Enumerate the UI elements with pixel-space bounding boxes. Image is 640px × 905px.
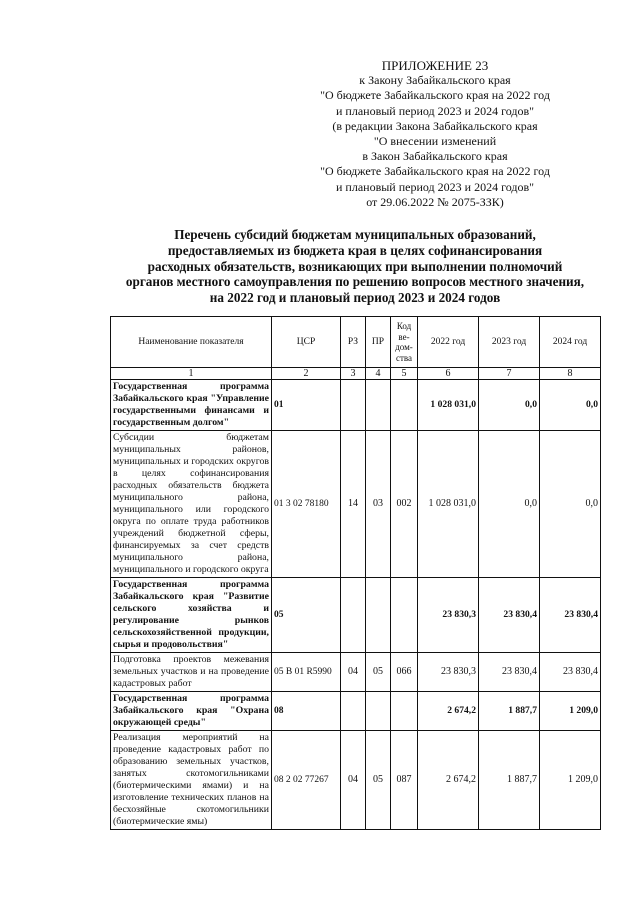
row-2024: 0,0: [540, 380, 601, 431]
row-pr: 03: [366, 431, 391, 578]
appendix-line: и плановый период 2023 и 2024 годов": [335, 179, 535, 194]
row-2022: 2 674,2: [418, 731, 479, 830]
row-dept-code: 002: [391, 431, 418, 578]
appendix-line: в Закон Забайкальского края: [362, 149, 508, 164]
row-csr: 08: [272, 692, 341, 731]
appendix-line: "О бюджете Забайкальского края на 2022 год: [320, 164, 550, 179]
row-2023: 1 887,7: [479, 731, 540, 830]
row-2022: 23 830,3: [418, 578, 479, 653]
appendix-line: "О внесении изменений: [373, 134, 497, 149]
appendix-number: ПРИЛОЖЕНИЕ 23: [381, 58, 489, 73]
row-pr: [366, 692, 391, 731]
row-rz: 04: [341, 731, 366, 830]
table-row-program: [111, 578, 601, 653]
table-row: [111, 731, 601, 830]
table-row-program: [111, 380, 601, 431]
row-csr: 01 3 02 78180: [272, 431, 341, 578]
row-pr: 05: [366, 653, 391, 692]
row-csr: 05 В 01 R5990: [272, 653, 341, 692]
subsidies-table: [110, 316, 601, 830]
title-line: предоставляемых из бюджета края в целях софинансирования: [167, 242, 543, 258]
title-line: расходных обязательств, возникающих при выполнении полномочий: [147, 258, 563, 274]
appendix-line: "О бюджете Забайкальского края на 2022 год: [320, 88, 550, 103]
table-header-row: [111, 317, 601, 368]
title-line: на 2022 год и плановый период 2023 и 2024 годов: [209, 290, 501, 306]
header-dept-code: Код ве- дом- ства: [391, 317, 418, 368]
column-number: 1: [111, 368, 272, 380]
header-pr: ПР: [366, 317, 391, 368]
table-row: [111, 431, 601, 578]
row-2023: 1 887,7: [479, 692, 540, 731]
row-2024: 1 209,0: [540, 731, 601, 830]
row-name: Государственная программа Забайкальского края "Охрана окружающей среды": [111, 692, 272, 731]
row-2023: 23 830,4: [479, 653, 540, 692]
row-dept-code: [391, 692, 418, 731]
table-row-program: [111, 692, 601, 731]
row-dept-code: [391, 380, 418, 431]
row-2022: 2 674,2: [418, 692, 479, 731]
row-pr: 05: [366, 731, 391, 830]
row-2022: 23 830,3: [418, 653, 479, 692]
row-2023: 23 830,4: [479, 578, 540, 653]
row-dept-code: 066: [391, 653, 418, 692]
appendix-line: от 29.06.2022 № 2075-ЗЗК): [366, 194, 504, 209]
header-rz: РЗ: [341, 317, 366, 368]
appendix-line: к Закону Забайкальского края: [359, 73, 511, 88]
row-2024: 0,0: [540, 431, 601, 578]
header-2022: 2022 год: [418, 317, 479, 368]
document-title: [100, 227, 610, 306]
column-number: 7: [479, 368, 540, 380]
row-2024: 23 830,4: [540, 578, 601, 653]
row-name: Реализация мероприятий на проведение кадастровых работ по образованию земельных участков, занятых скотомогильниками (биотермическими ямами) и на изготовление технических планов на бесхозяйные скотомогильники (биотермические ямы): [111, 731, 272, 830]
column-number: 2: [272, 368, 341, 380]
appendix-header: [290, 58, 580, 210]
row-pr: [366, 578, 391, 653]
table-row: [111, 653, 601, 692]
row-2024: 23 830,4: [540, 653, 601, 692]
row-2022: 1 028 031,0: [418, 431, 479, 578]
row-name: Государственная программа Забайкальского края "Управление государственными финансами и государственным долгом": [111, 380, 272, 431]
appendix-line: и плановый период 2023 и 2024 годов": [335, 103, 535, 118]
header-2024: 2024 год: [540, 317, 601, 368]
header-csr: ЦСР: [272, 317, 341, 368]
row-pr: [366, 380, 391, 431]
row-dept-code: [391, 578, 418, 653]
row-name: Подготовка проектов межевания земельных участков и на проведение кадастровых работ: [111, 653, 272, 692]
row-rz: 04: [341, 653, 366, 692]
row-2023: 0,0: [479, 431, 540, 578]
row-rz: [341, 578, 366, 653]
row-csr: 05: [272, 578, 341, 653]
row-2022: 1 028 031,0: [418, 380, 479, 431]
column-number: 5: [391, 368, 418, 380]
row-rz: [341, 380, 366, 431]
appendix-line: (в редакции Закона Забайкальского края: [332, 118, 538, 133]
column-number: 6: [418, 368, 479, 380]
row-name: Субсидии бюджетам муниципальных районов, муниципальных и городских округов в целях софинансирования расходных обязательств бюджета муниципального района, муниципального или городского округа по оплате труда работников учреждений бюджетной сферы, финансируемых за счет средств муниципального района, муниципального и городского округа: [111, 431, 272, 578]
column-number-row: [111, 368, 601, 380]
title-line: органов местного самоуправления по решению вопросов местного значения,: [125, 274, 585, 290]
row-name: Государственная программа Забайкальского края "Развитие сельского хозяйства и регулирование рынков сельскохозяйственной продукции, сырья и продовольствия": [111, 578, 272, 653]
header-name: Наименование показателя: [111, 317, 272, 368]
row-dept-code: 087: [391, 731, 418, 830]
row-rz: 14: [341, 431, 366, 578]
header-2023: 2023 год: [479, 317, 540, 368]
column-number: 4: [366, 368, 391, 380]
row-csr: 08 2 02 77267: [272, 731, 341, 830]
column-number: 3: [341, 368, 366, 380]
column-number: 8: [540, 368, 601, 380]
row-2024: 1 209,0: [540, 692, 601, 731]
row-rz: [341, 692, 366, 731]
row-2023: 0,0: [479, 380, 540, 431]
title-line: Перечень субсидий бюджетам муниципальных образований,: [174, 227, 536, 242]
row-csr: 01: [272, 380, 341, 431]
